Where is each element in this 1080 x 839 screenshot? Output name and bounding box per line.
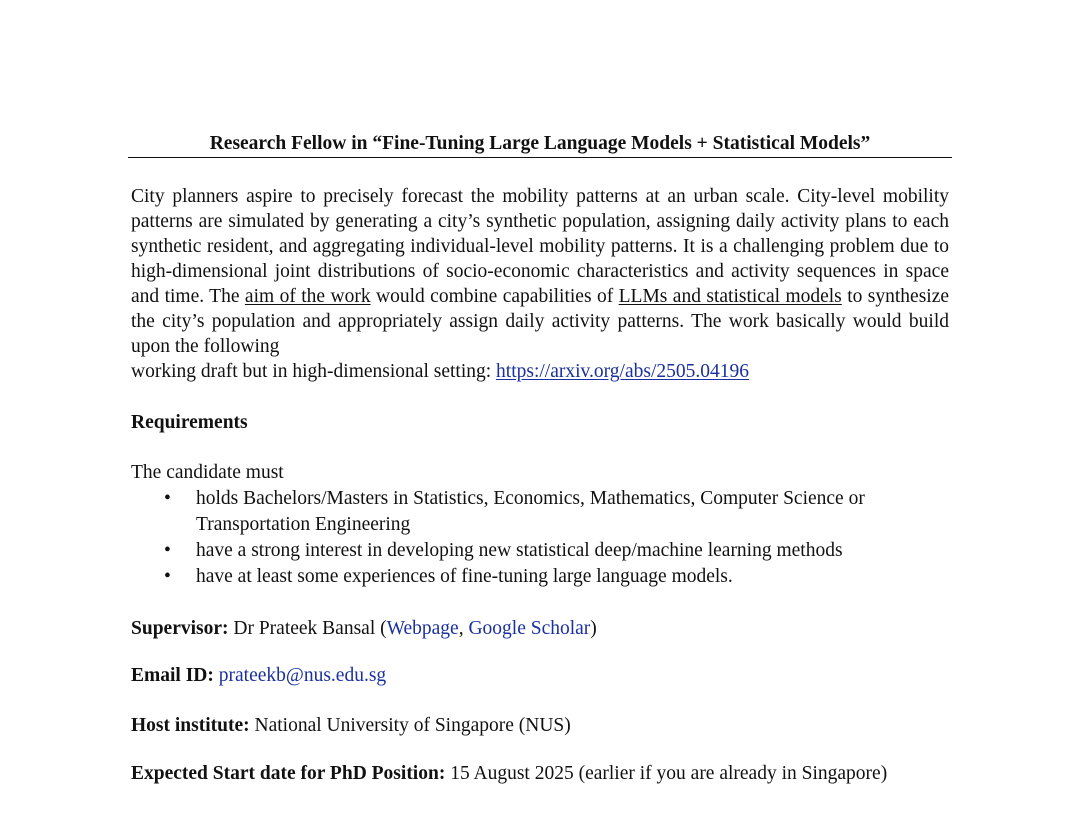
- requirements-list: [131, 486, 949, 590]
- supervisor-label: Supervisor:: [131, 618, 229, 639]
- intro-last-line: [131, 359, 949, 384]
- llms-statistical-models-link[interactable]: LLMs and statistical models: [618, 286, 842, 307]
- email-link[interactable]: prateekb@nus.edu.sg: [218, 665, 387, 686]
- supervisor-close: ): [590, 618, 597, 639]
- requirements-heading: Requirements: [131, 412, 248, 433]
- link-separator: ,: [458, 618, 469, 639]
- start-value: 15 August 2025 (earlier if you are already in Singapore): [445, 763, 888, 784]
- intro-text-4: working draft but in high-dimensional setting:: [131, 361, 497, 382]
- requirement-text: have a strong interest in developing new statistical deep/machine learning methods: [196, 540, 843, 561]
- email-line: [131, 663, 949, 688]
- email-label: Email ID:: [131, 665, 214, 686]
- google-scholar-link[interactable]: Google Scholar: [468, 618, 591, 639]
- candidate-intro: The candidate must: [131, 462, 284, 483]
- start-date-line: [131, 761, 891, 786]
- bullet-icon: •: [164, 566, 171, 587]
- arxiv-link[interactable]: https://arxiv.org/abs/2505.04196: [496, 361, 749, 382]
- list-item: [131, 564, 949, 590]
- supervisor-name: Dr Prateek Bansal (: [228, 618, 387, 639]
- start-label: Expected Start date for PhD Position:: [131, 763, 446, 784]
- title-underline-rule: [128, 157, 952, 158]
- list-item: [131, 538, 949, 564]
- host-label: Host institute:: [131, 715, 250, 736]
- bullet-icon: •: [164, 488, 171, 509]
- intro-text-2: would combine capabilities of: [370, 286, 619, 307]
- list-item: [131, 486, 949, 538]
- bullet-icon: •: [164, 540, 171, 561]
- intro-text-3: to synthesize the city’s population and appropriately assign daily activity patterns. The work basically would build upon the following: [131, 286, 950, 357]
- supervisor-line: [131, 616, 949, 641]
- webpage-link[interactable]: Webpage: [386, 618, 459, 639]
- host-value: National University of Singapore (NUS): [249, 715, 571, 736]
- host-institute-line: [131, 713, 949, 738]
- page-title: Research Fellow in “Fine-Tuning Large Language Models + Statistical Models”: [209, 133, 871, 154]
- intro-text-1: City planners aspire to precisely forecast the mobility patterns at an urban scale. City-level mobility patterns are simulated by generating a city’s synthetic population, assigning daily activity plans to each synthetic resident, and aggregating individual-level mobility patterns. It is a challenging problem due to high-dimensional joint distributions of socio-economic characteristics and activity sequences in space and time. The: [131, 186, 949, 307]
- requirement-text: holds Bachelors/Masters in Statistics, Economics, Mathematics, Computer Science or Transportation Engineering: [196, 488, 865, 535]
- requirement-text: have at least some experiences of fine-tuning large language models.: [196, 566, 733, 587]
- aim-of-work-link[interactable]: aim of the work: [244, 286, 371, 307]
- intro-paragraph: [131, 184, 949, 384]
